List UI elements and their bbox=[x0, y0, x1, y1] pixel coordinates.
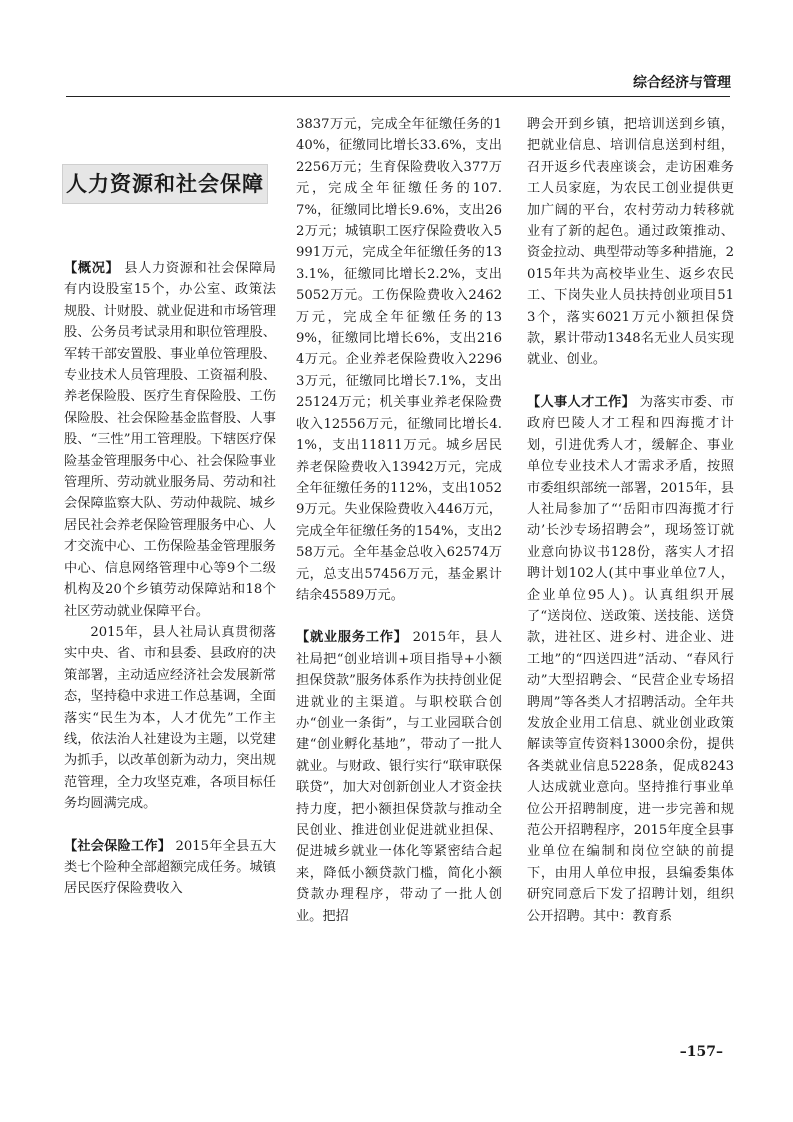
paragraph-social-insurance bbox=[64, 836, 276, 900]
paragraph-employment-continued: 聘会开到乡镇，把培训送到乡镇，把就业信息、培训信息送到村组，召开返乡代表座谈会，走访困难务工人员家庭，为农民工创业提供更加广阔的平台，农村劳动力转移就业有了新的起色。通过政策推动、资金拉动、典型带动等多种措施，2015年共为高校毕业生、返乡农民工、下岗失业人员扶持创业项目513个，落实6021万元小额担保贷款，累计带动1348名无业人员实现就业、创业。 bbox=[527, 117, 734, 368]
personnel-talent-tag: 【人事人才工作】 bbox=[527, 394, 636, 410]
paragraph-insurance-figures: 3837万元，完成全年征缴任务的140%，征缴同比增长33.6%，支出2256万元；生育保险费收入377万元，完成全年征缴任务的107.7%，征缴同比增长9.6%，支出262万元；城镇职工医疗保险费收入5991万元，完成全年征缴任务的133.1%，征缴同比增长2.2%，支出5052万元。工伤保险费收入2462万元，完成全年征缴任务的139%，征缴同比增长6%，支出2164万元。企业养老保险费收入22963万元，征缴同比增长7.1%，支出25124万元；机关事业养老保险费收入12556万元，征缴同比增长4.1%，支出11811万元。城乡居民养老保险费收入13942万元，完成全年征缴任务的112%，支出10529万元。失业保险费收入446万元，完成全年征缴任务的154%，支出258万元。全年基金总收入62574万元，总支出57456万元，基金累计结余45589万元。 bbox=[296, 117, 502, 603]
page-number: –157– bbox=[679, 1044, 723, 1060]
header-rule bbox=[66, 96, 730, 97]
overview-text: 县人力资源和社会保障局有内设股室15个，办公室、政策法规股、计财股、就业促进和市场管理股、公务员考试录用和职位管理股、军转干部安置股、事业单位管理股、专业技术人员管理股、工资福利股、养老保险股、医疗生育保险股、工伤保险股、社会保险基金监督股、人事股、“三性”用工管理股。下辖医疗保险基金管理服务中心、社会保险事业管理所、劳动就业服务局、劳动和社会保障监察大队、劳动仲裁院、城乡居民社会养老保险管理服务中心、人才交流中心、工伤保险基金管理服务中心、信息网络管理中心等9个二级机构及20个乡镇劳动保障站和18个社区劳动就业保障平台。 bbox=[64, 261, 276, 619]
paragraph-personnel-talent bbox=[527, 392, 734, 927]
paragraph-overview bbox=[64, 258, 276, 622]
employment-service-tag: 【就业服务工作】 bbox=[296, 630, 408, 646]
social-insurance-text: 2015年全县五大类七个险种全部超额完成任务。城镇居民医疗保险费收入 bbox=[64, 838, 277, 897]
running-header-title: 综合经济与管理 bbox=[633, 75, 731, 91]
section-title: 人力资源和社会保障 bbox=[62, 164, 268, 204]
employment-service-text: 2015年，县人社局把“创业培训+项目指导+小额担保贷款”服务体系作为扶持创业促进就业的主渠道。与职校联合创办“创业一条街”，与工业园联合创建“创业孵化基地”，带动了一批人就业。与财政、银行实行“联审联保联贷”，加大对创新创业人才资金扶持力度，把小额担保贷款与推动全民创业、推进创业促进就业担保、促进城乡就业一体化等紧密结合起来，降低小额贷款门槛，简化小额贷款办理程序，带动了一批人创业。把招 bbox=[296, 630, 503, 924]
social-insurance-tag: 【社会保险工作】 bbox=[64, 838, 172, 854]
column-3 bbox=[527, 114, 734, 927]
paragraph-2015-summary: 2015年，县人社局认真贯彻落实中央、省、市和县委、县政府的决策部署，主动适应经济社会发展新常态，坚持稳中求进工作总基调，全面落实“民生为本，人才优先”工作主线，依法治人社建设为主题，以党建为抓手，以改革创新为动力，突出规范管理，全力攻坚克难，各项目标任务均圆满完成。 bbox=[64, 624, 276, 812]
personnel-talent-text: 为落实市委、市政府巴陵人才工程和四海揽才计划，引进优秀人才，缓解企、事业单位专业技术人才需求矛盾，按照市委组织部统一部署，2015年，县人社局参加了“‘岳阳市四海揽才行动’长沙专场招聘会”，现场签订就业意向协议书128份，落实人才招聘计划102人(其中事业单位7人，企业单位95人)。认真组织开展了“送岗位、送政策、送技能、送贷款，进社区、进乡村、进企业、进工地”的“四送四进”活动、“春风行动”大型招聘会、“民营企业专场招聘周”等各类人才招聘活动。全年共发放企业用工信息、就业创业政策解读等宣传资料13000余份，提供各类就业信息5228条，促成8243人达成就业意向。坚持推行事业单位公开招聘制度，进一步完善和规范公开招聘程序，2015年度全县事业单位在编制和岗位空缺的前提下，由用人单位申报，县编委集体研究同意后下发了招聘计划，组织公开招聘。其中：教育系 bbox=[527, 394, 735, 924]
paragraph-employment-service bbox=[296, 627, 502, 927]
overview-tag: 【概况】 bbox=[64, 261, 120, 276]
column-1 bbox=[64, 258, 276, 900]
column-2 bbox=[296, 114, 502, 927]
